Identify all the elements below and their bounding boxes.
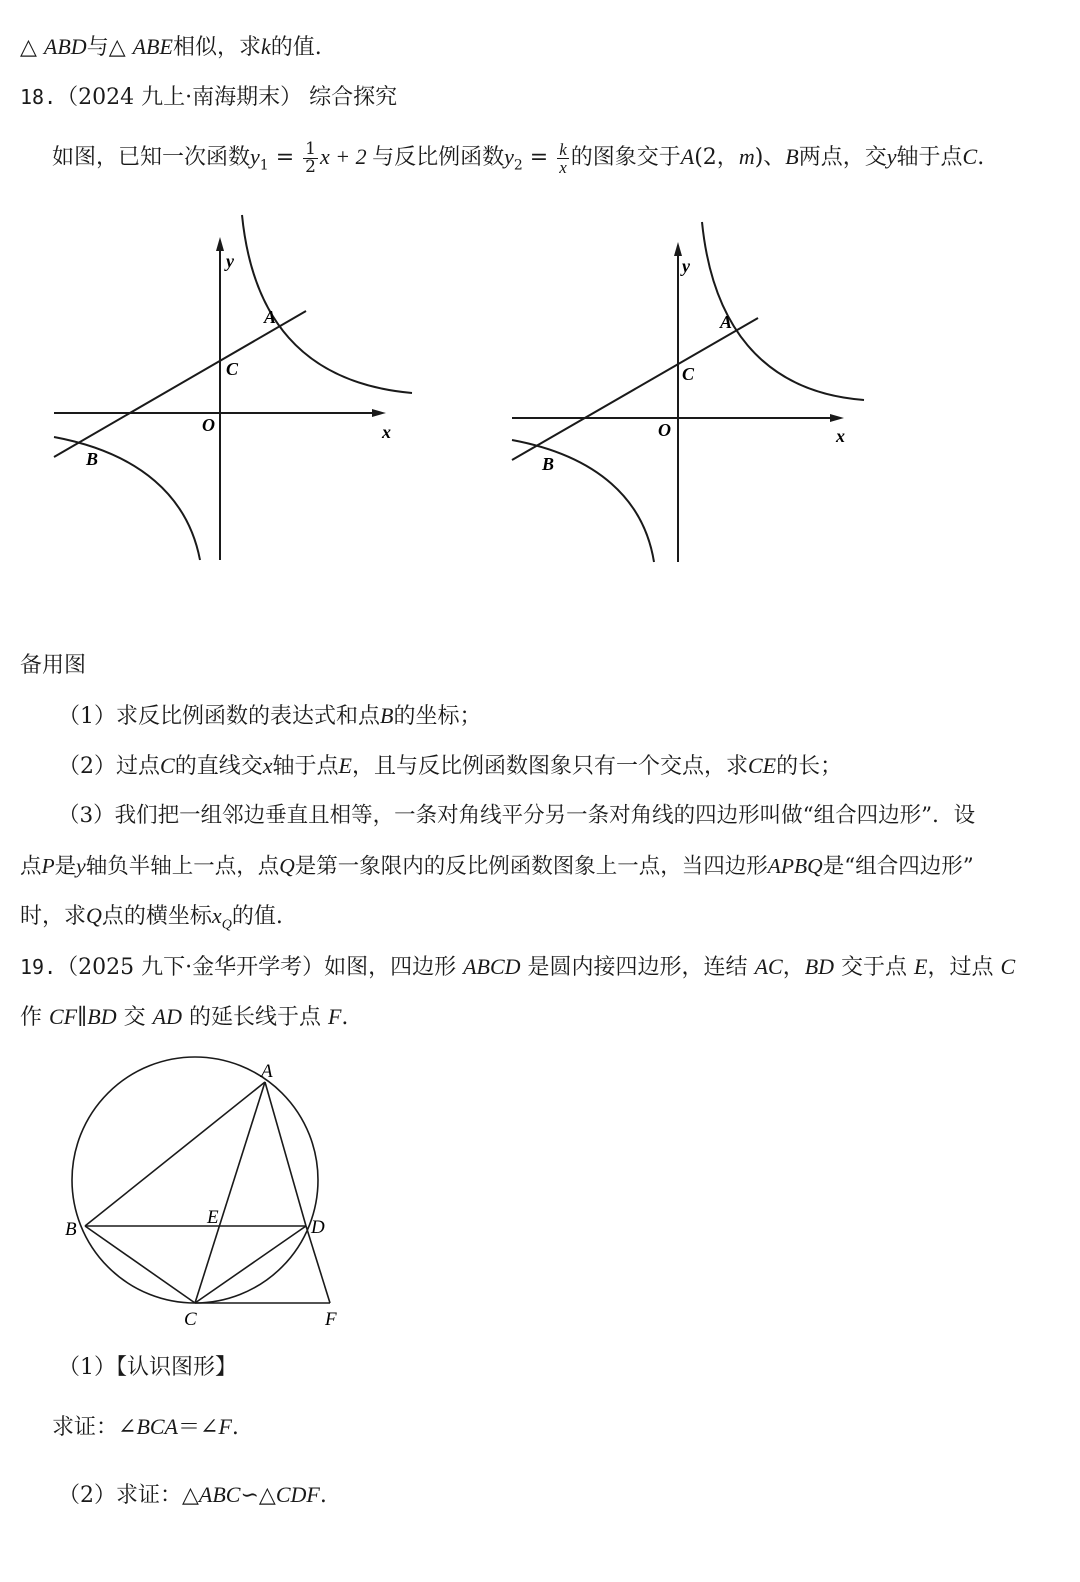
label-x: x xyxy=(836,426,845,446)
question-source: （2024 九上·南海期末） xyxy=(56,85,303,110)
label-x: x xyxy=(382,422,391,442)
math-var: A xyxy=(680,144,695,169)
frac-num: 1 xyxy=(305,138,316,159)
hyperbola-branch-q1 xyxy=(702,222,864,400)
text-fragment: 轴于点 xyxy=(272,754,339,779)
x-axis-arrow xyxy=(830,414,844,422)
math-op: = xyxy=(268,145,302,170)
math-var: APBQ xyxy=(767,854,823,878)
text-fragment: △ xyxy=(20,35,44,60)
text-fragment: 是第一象限内的反比例函数图象上一点，当四边形 xyxy=(294,854,768,879)
text-fragment: ，且与反比例函数图象只有一个交点，求 xyxy=(351,754,748,779)
text-fragment: 是“组合四边形” xyxy=(822,854,974,879)
math-var: AC xyxy=(754,954,783,979)
q18-part3-line1: （3）我们把一组邻边垂直且相等，一条对角线平分另一条对角线的四边形叫做“组合四边形”．设 xyxy=(58,803,976,828)
math-var: x xyxy=(211,903,222,928)
math-var: k xyxy=(260,34,271,59)
text-fragment: 轴负半轴上一点，点 xyxy=(85,854,280,879)
text-fragment: 点 xyxy=(20,854,42,879)
text-fragment: . xyxy=(977,145,985,170)
hyperbola-branch-q3 xyxy=(512,440,654,562)
label-b: B xyxy=(86,449,99,469)
math-expr: x + 2 xyxy=(319,144,373,169)
math-var: m xyxy=(738,144,755,169)
segment-cd xyxy=(195,1226,306,1303)
text-fragment: 点的横坐标 xyxy=(101,904,212,929)
text-fragment: (2， xyxy=(694,145,739,170)
math-var: BD xyxy=(87,1004,117,1029)
math-var: CE xyxy=(747,753,777,778)
hyperbola-branch-q1 xyxy=(242,215,412,393)
text-fragment: （2）过点 xyxy=(58,754,160,779)
segment-bc xyxy=(85,1226,195,1303)
label-c: C xyxy=(226,359,239,379)
text-fragment: 是圆内接四边形，连结 xyxy=(520,955,755,980)
fraction-k-over-x xyxy=(557,141,569,176)
text-fragment: 的长； xyxy=(776,754,843,779)
q18-part3-line2 xyxy=(20,851,974,882)
label-a: A xyxy=(261,1061,273,1082)
math-var: P xyxy=(41,854,55,878)
segment-ac xyxy=(195,1082,265,1303)
q18-part3-line3 xyxy=(20,901,283,940)
text-fragment: ， xyxy=(782,955,805,980)
math-op: ＝∠ xyxy=(178,1415,219,1440)
math-var: C xyxy=(962,144,978,169)
text-fragment: . xyxy=(231,1415,239,1440)
text-fragment: 交 xyxy=(116,1005,153,1030)
math-var: AD xyxy=(152,1004,182,1029)
math-sub: Q xyxy=(221,917,232,933)
math-var: ABD xyxy=(43,34,87,59)
math-var: y xyxy=(250,144,260,169)
text-fragment: 时，求 xyxy=(20,904,87,929)
math-var: Q xyxy=(279,854,295,878)
frac-num: k xyxy=(559,139,567,159)
x-axis-arrow xyxy=(372,409,386,417)
q18-part2 xyxy=(58,751,842,782)
label-o: O xyxy=(202,415,215,435)
q19-part1-title: （1）【认识图形】 xyxy=(58,1355,237,1380)
math-var: CDF xyxy=(275,1482,320,1507)
label-a: A xyxy=(264,307,277,327)
frac-den: x xyxy=(559,157,567,177)
label-d: D xyxy=(311,1217,325,1238)
math-var: x xyxy=(262,753,273,778)
question-type: 综合探究 xyxy=(309,85,398,110)
question-number: 19. xyxy=(20,955,57,979)
label-c: C xyxy=(682,364,695,384)
text-fragment: 与反比例函数 xyxy=(372,145,505,170)
math-op: ∥ xyxy=(77,1005,88,1030)
math-var: y xyxy=(886,144,897,169)
spare-figure-caption: 备用图 xyxy=(20,653,87,678)
question-number: 18. xyxy=(20,85,57,109)
math-var: BD xyxy=(804,954,835,979)
math-var: F xyxy=(218,1414,232,1439)
math-op: ∽△ xyxy=(240,1483,276,1508)
math-var: C xyxy=(160,753,175,778)
label-c: C xyxy=(184,1309,197,1330)
text-fragment: 的延长线于点 xyxy=(181,1005,328,1030)
q18-part1 xyxy=(58,701,481,732)
math-var: y xyxy=(76,854,86,878)
q18-stem xyxy=(52,140,984,182)
q18-spare-graph-figure xyxy=(508,210,878,570)
label-f: F xyxy=(325,1309,337,1330)
text-fragment: 求证：∠ xyxy=(52,1415,137,1440)
hyperbola-branch-q3 xyxy=(54,437,200,560)
label-y: y xyxy=(682,256,690,276)
math-var: ABC xyxy=(198,1482,241,1507)
math-var: F xyxy=(327,1004,342,1029)
text-fragment: . xyxy=(319,1483,327,1508)
q19-part2 xyxy=(58,1480,327,1511)
y-axis-arrow xyxy=(216,237,224,251)
math-sub: 2 xyxy=(513,157,523,174)
text-fragment: 的坐标； xyxy=(393,704,482,729)
label-y: y xyxy=(226,251,234,271)
math-var: C xyxy=(1000,954,1016,979)
text-fragment: 与△ xyxy=(86,35,133,60)
label-o: O xyxy=(658,420,671,440)
label-a: A xyxy=(720,312,733,332)
text-fragment: 作 xyxy=(20,1005,49,1030)
q17-tail-text xyxy=(20,32,322,63)
text-fragment: 轴于点 xyxy=(896,145,963,170)
text-fragment: 两点，交 xyxy=(798,145,887,170)
text-fragment: 是 xyxy=(54,854,77,879)
linear-function-line xyxy=(512,318,758,460)
text-fragment: ，过点 xyxy=(927,955,1001,980)
text-fragment: 相似，求 xyxy=(172,35,261,60)
segment-ad xyxy=(265,1082,306,1226)
circumcircle xyxy=(72,1057,318,1303)
math-var: E xyxy=(914,954,928,979)
y-axis-arrow xyxy=(674,242,682,256)
math-var: ABE xyxy=(132,34,173,59)
math-var: E xyxy=(338,753,352,778)
math-var: y xyxy=(504,144,514,169)
label-b: B xyxy=(65,1219,77,1240)
math-var: Q xyxy=(86,903,102,928)
fraction-half xyxy=(303,138,318,177)
q18-header xyxy=(20,82,397,113)
text-fragment: （1）求反比例函数的表达式和点 xyxy=(58,704,380,729)
text-fragment: 的直线交 xyxy=(174,754,263,779)
segment-ab xyxy=(85,1082,265,1226)
math-var: ABCD xyxy=(463,954,521,979)
q19-stem-line1 xyxy=(20,952,1015,983)
math-op: = xyxy=(522,145,556,170)
label-b: B xyxy=(542,454,555,474)
text-fragment: 交于点 xyxy=(834,955,915,980)
math-sub: 1 xyxy=(259,157,269,174)
text-fragment: 的值. xyxy=(270,35,322,60)
text-fragment: 的图象交于 xyxy=(570,145,681,170)
q18-graph-figure xyxy=(50,205,420,570)
math-var: CF xyxy=(49,1004,78,1029)
text-fragment: . xyxy=(341,1005,349,1030)
math-var: BCA xyxy=(136,1414,178,1439)
q19-stem-line2 xyxy=(20,1002,348,1033)
q19-part1-prove xyxy=(52,1412,239,1443)
math-var: B xyxy=(380,703,394,728)
math-var: B xyxy=(785,144,799,169)
text-fragment: （2）求证：△ xyxy=(58,1483,199,1508)
q19-circle-figure xyxy=(55,1055,355,1330)
frac-den: 2 xyxy=(305,156,316,177)
text-fragment: 如图，已知一次函数 xyxy=(52,145,251,170)
text-fragment: 的值. xyxy=(231,904,283,929)
text-fragment: )、 xyxy=(754,145,786,170)
linear-function-line xyxy=(54,311,306,457)
text-fragment: （2025 九下·金华开学考）如图，四边形 xyxy=(56,955,464,980)
label-e: E xyxy=(207,1207,219,1228)
